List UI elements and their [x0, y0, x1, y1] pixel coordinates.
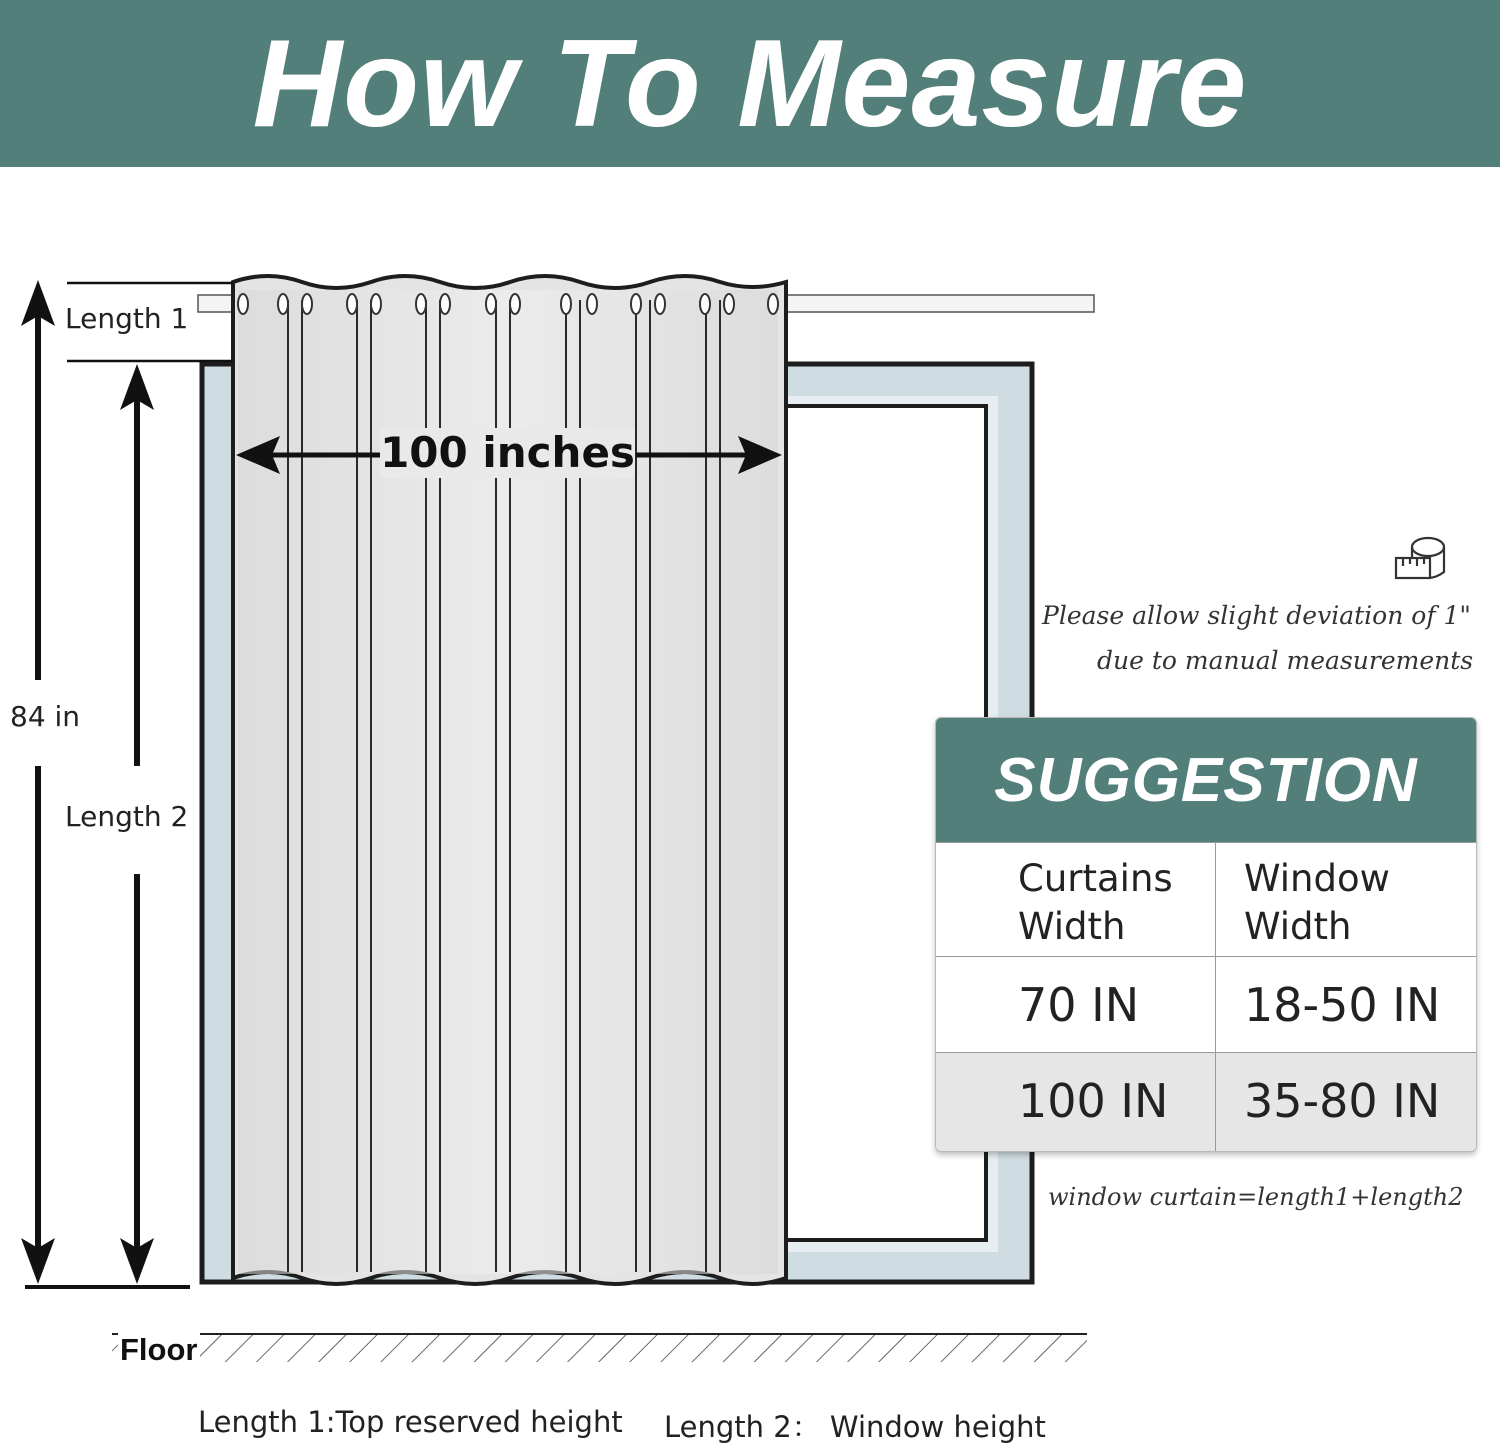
curtains-width-cell: 70 IN [936, 957, 1216, 1053]
suggestion-title: SUGGESTION [994, 745, 1418, 815]
column-header-line: Width [1018, 905, 1126, 948]
tape-measure-icon [1396, 538, 1444, 578]
deviation-note-line2: due to manual measurements [1097, 646, 1474, 675]
column-header-line: Curtains [1018, 857, 1173, 900]
curtains-width-cell: 100 IN [936, 1053, 1216, 1152]
floor-label: Floor [120, 1332, 198, 1367]
column-header-curtains-width [936, 843, 1216, 957]
legend-length1: Length 1:Top reserved height [198, 1405, 623, 1439]
legend-length2: Length 2： Window height [664, 1410, 1046, 1444]
window-width-cell: 18-50 IN [1244, 978, 1441, 1032]
suggestion-card [935, 717, 1477, 1152]
length1-label: Length 1 [65, 302, 189, 335]
column-header-line: Window [1244, 857, 1390, 900]
page-title: How To Measure [252, 14, 1248, 153]
table-row [936, 1052, 1476, 1152]
suggestion-table-header [936, 842, 1476, 957]
formula-note: window curtain=length1+length2 [1048, 1183, 1464, 1211]
floor-line [112, 1334, 1087, 1362]
window-width-cell: 35-80 IN [1244, 1074, 1441, 1128]
length2-label: Length 2 [65, 800, 189, 833]
suggestion-header [936, 718, 1476, 842]
column-header-window-width [1216, 843, 1476, 957]
table-row [936, 956, 1476, 1053]
deviation-note-line1: Please allow slight deviation of 1" [1042, 601, 1471, 630]
column-header-line: Width [1244, 905, 1352, 948]
width-label: 100 inches [380, 428, 635, 477]
total-height-label: 84 in [10, 700, 81, 733]
